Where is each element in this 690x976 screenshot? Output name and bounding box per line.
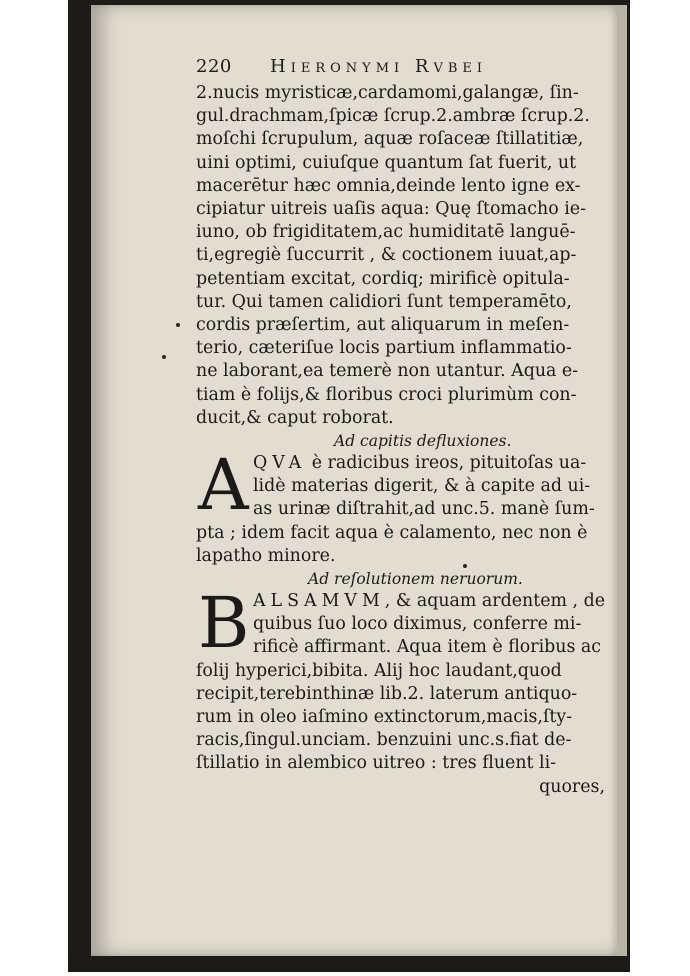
text-line: rum in oleo iaſmino extinctorum,macis,ſty-: [196, 707, 573, 728]
text-line: lidè materias digerit, & à capite ad ui-: [253, 476, 591, 497]
text-line: pta ; idem facit aqua è calamento, nec non è: [196, 522, 588, 543]
paragraph-3: [196, 582, 611, 799]
text-line: ducit,& caput roborat.: [196, 407, 394, 428]
text-line: uini optimi, cuiuſque quantum ſat fuerit, ut: [196, 152, 577, 173]
text-line: [196, 590, 611, 613]
opening-caps: QVA: [253, 453, 307, 474]
paragraph-1: [196, 82, 611, 430]
text-line: racis,ſingul.unciam. benzuini unc.s.fiat de-: [196, 730, 572, 751]
section-heading: Ad reſolutionem neruorum.: [308, 570, 523, 589]
text-line: terio, cæteriſue locis partium inflammatio-: [196, 338, 572, 359]
text-line: iuno, ob frigiditatem,ac humiditatē languē-: [196, 222, 576, 243]
text-line: macerētur hæc omnia,deinde lento igne ex-: [196, 175, 581, 196]
drop-cap: B: [198, 582, 250, 665]
text-line: recipit,terebinthinæ lib.2. laterum antiquo-: [196, 683, 578, 704]
margin-mark: [176, 323, 180, 327]
text-line: cipiatur uitreis uaſis aqua: Quę ſtomacho ie-: [196, 199, 586, 220]
drop-cap: A: [198, 444, 249, 527]
text-line: [196, 452, 611, 475]
text-line: ſtillatio in alembico uitreo : tres fluent li-: [196, 753, 557, 774]
text-line: petentiam excitat, cordiq; mirificè opitula-: [196, 268, 570, 289]
text-line: ti,egregiè ſuccurrit , & coctionem iuuat,ap-: [196, 245, 577, 266]
line-text: è radicibus ireos, pituitoſas ua-: [306, 453, 587, 474]
text-line: as urinæ diſtrahit,ad unc.5. manè ſum-: [253, 499, 595, 520]
margin-mark: [162, 355, 166, 359]
text-line: ne laborant,ea temerè non utantur. Aqua e-: [196, 361, 579, 382]
text-line: folij hyperici,bibita. Alij hoc laudant,quod: [196, 660, 562, 681]
running-title: Hieronymi Rvbei: [270, 56, 488, 77]
section-heading: Ad capitis defluxiones.: [334, 432, 512, 451]
text-line: lapatho minore.: [196, 545, 336, 566]
text-line: tiam è folijs,& floribus croci plurimùm con-: [196, 384, 577, 405]
page-edge: [617, 5, 627, 956]
paragraph-2: [196, 444, 611, 568]
text-line: moſchi ſcrupulum, aquæ roſaceæ ſtillatitiæ,: [196, 129, 584, 150]
catchword: quores,: [539, 776, 605, 797]
line-text: , & aquam ardentem , de: [384, 591, 606, 612]
page-text: [196, 56, 611, 799]
text-line: gul.drachmam,ſpicæ ſcrup.2.ambræ ſcrup.2.: [196, 106, 590, 127]
opening-caps: ALSAMVM: [253, 591, 385, 612]
running-header: [196, 56, 611, 82]
text-line: tur. Qui tamen calidiori ſunt temperamēto,: [196, 291, 572, 312]
text-line: quibus ſuo loco diximus, conferre mi-: [253, 614, 582, 635]
text-line: cordis præſertim, aut aliquarum in meſen-: [196, 315, 570, 336]
text-line: 2.nucis myristicæ,cardamomi,galangæ, ſin-: [196, 83, 579, 103]
page-number: 220: [196, 56, 232, 77]
text-line: rificè affirmant. Aqua item è floribus ac: [253, 637, 602, 658]
